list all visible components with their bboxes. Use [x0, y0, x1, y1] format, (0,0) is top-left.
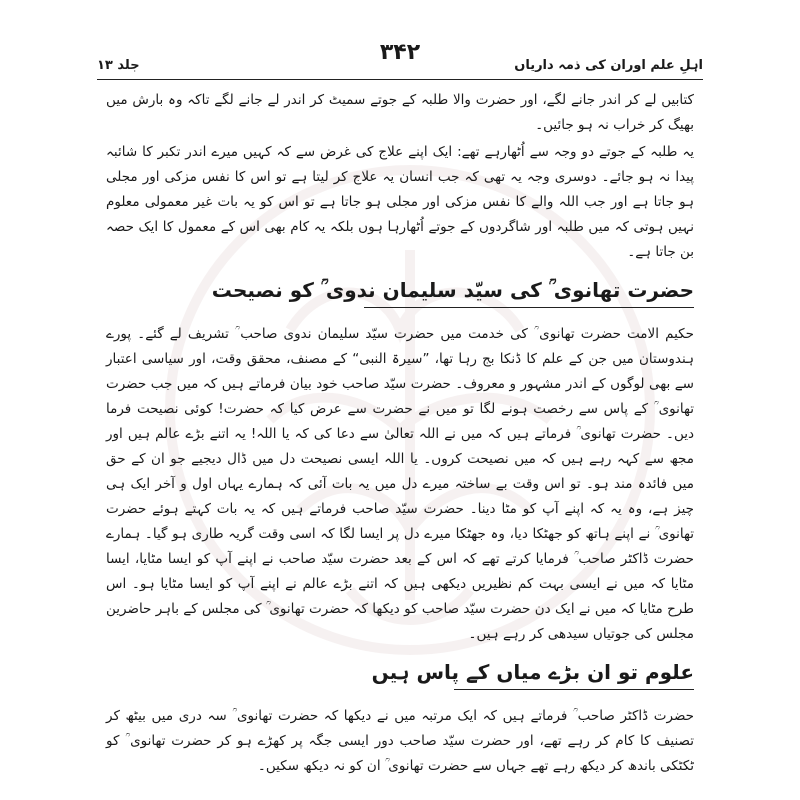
section-heading-1: حضرت تھانوی ؒ کی سیّد سلیمان ندوی ؒ کو نصیحت — [211, 278, 694, 302]
page-body — [106, 88, 694, 781]
book-title: اہلِ علم اوران کی ذمہ داریاں — [514, 58, 703, 73]
section-heading-1-rule — [364, 307, 694, 308]
intro-paragraph-1: کتابیں لے کر اندر جانے لگے، اور حضرت والا طلبہ کے جوتے سمیٹ کر اندر لے جانے لگے تاکہ وہ بارش میں بھیگ کر خراب نہ ہو جائیں۔ — [106, 92, 694, 133]
running-header — [97, 40, 703, 80]
page-number: ۳۴۲ — [379, 40, 421, 65]
section-heading-2-rule — [454, 689, 694, 690]
header-rule — [97, 79, 703, 80]
section-2-paragraph: حضرت ڈاکٹر صاحب ؒ فرماتے ہیں کہ ایک مرتبہ میں نے دیکھا کہ حضرت تھانوی ؒ سہ دری میں بیٹھ کر تصنیف کا کام کر رہے تھے، اور حضرت سیّد صاحب دور ایسی جگہ پر کھڑے ہو کر حضرت تھانوی ؒ کو ٹکٹکی باندھ کر دیکھ رہے تھے جہاں سے حضرت تھانوی ؒ ان کو نہ دیکھ سکیں۔ — [106, 708, 694, 774]
intro-paragraph-2: یہ طلبہ کے جوتے دو وجہ سے اُٹھارہے تھے: ایک اپنے علاج کی غرض سے کہ کہیں میرے اندر تکبر کا شائبہ پیدا نہ ہو جائے۔ دوسری وجہ یہ تھی کہ جب انسان یہ علاج کر لیتا ہے تو اس کا نفس مزکی اور مجلی ہو جاتا ہے اور جب اللہ والے کا نفس مزکی اور مجلی ہو جاتا ہے تو اس کو یہ بات غیر معمولی معلوم نہیں ہوتی کہ میں طلبہ اور شاگردوں کے جوتے اُٹھارہا ہوں بلکہ یہ کام بھی اس کے معمول کا ایک حصہ بن جاتا ہے۔ — [106, 144, 694, 260]
section-heading-2-wrap — [106, 651, 694, 690]
section-1-paragraph: حکیم الامت حضرت تھانوی ؒ کی خدمت میں حضرت سیّد سلیمان ندوی صاحب ؒ تشریف لے گئے۔ پورے ہندوستان میں جن کے علم کا ڈنکا بج رہا تھا، ”سیرۃ النبی“ کے مصنف، محقق وقت، اور سیاسی اعتبار سے بھی لوگوں کے اندر مشہور و معروف۔ حضرت سیّد صاحب خود بیان فرماتے ہیں کہ میں جب حضرت تھانوی ؒ کے پاس سے رخصت ہونے لگا تو میں نے حضرت سے عرض کیا کہ حضرت! کوئی نصیحت فرما دیں۔ حضرت تھانوی ؒ فرماتے ہیں کہ میں نے اللہ تعالیٰ سے دعا کی کہ یا اللہ! یہ اتنے بڑے عالم ہیں اور مجھ سے کہہ رہے ہیں کہ میں نصیحت کروں۔ یا اللہ ایسی نصیحت دل میں ڈال دیجیے جو ان کے حق میں فائدہ مند ہو۔ تو اس وقت بے ساختہ میرے دل میں یہ بات آئی کہ ہمارے یہاں اول و آخر ایک ہی چیز ہے، وہ یہ کہ اپنے آپ کو مٹا دینا۔ حضرت سیّد صاحب فرماتے ہیں کہ یہ بات کہتے ہوئے حضرت تھانوی ؒ نے اپنے ہاتھ کو جھٹکا دیا، وہ جھٹکا میرے دل پر ایسا لگا کہ اسی وقت گریہ طاری ہو گیا۔ ہمارے حضرت ڈاکٹر صاحب ؒ فرمایا کرتے تھے کہ اس کے بعد حضرت سیّد صاحب نے اپنے آپ کو ایسا مٹایا، ایسا مٹایا کہ میں نے ایسی بہت کم نظیریں دیکھی ہیں کہ اتنے بڑے عالم نے اپنے آپ کو ایسا مٹایا ہو۔ اس طرح مٹایا کہ میں نے ایک دن حضرت سیّد صاحب کو دیکھا کہ حضرت تھانوی ؒ کی مجلس کے باہر حاضرین مجلس کی جوتیاں سیدھی کر رہے ہیں۔ — [106, 326, 694, 642]
section-heading-2: علوم تو ان بڑے میاں کے پاس ہیں — [371, 660, 694, 684]
volume-label: جلد ۱۳ — [97, 58, 140, 73]
section-heading-1-wrap — [106, 269, 694, 308]
